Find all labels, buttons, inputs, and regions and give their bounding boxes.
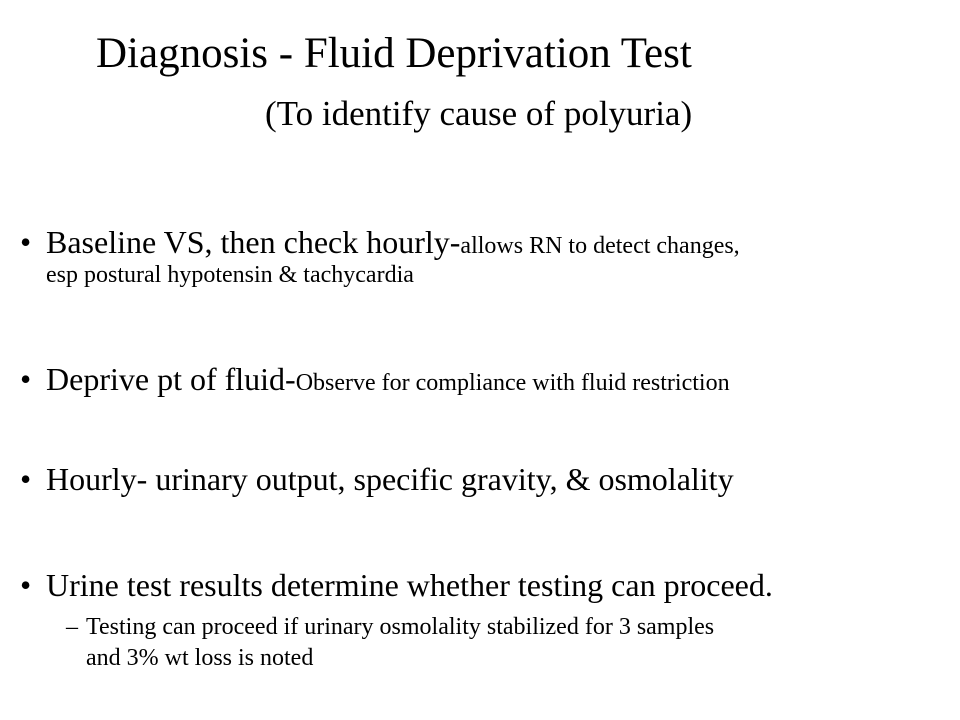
bullet-text: Hourly- urinary output, specific gravity, & osmolality — [46, 461, 734, 497]
bullet-note: Observe for compliance with fluid restriction — [295, 370, 730, 396]
sub-bullet-text: Testing can proceed if urinary osmolality stabilized for 3 samples — [86, 614, 715, 640]
bullet-text: Deprive pt of fluid- — [46, 361, 296, 397]
bullet-marker: • — [20, 361, 32, 397]
bullet-item-4 — [20, 565, 950, 605]
bullet-marker: • — [20, 224, 32, 260]
bullet-item-3 — [20, 459, 950, 499]
bullet-marker: • — [20, 461, 32, 497]
bullet-text: Urine test results determine whether testing can proceed. — [46, 567, 773, 603]
slide-title: Diagnosis - Fluid Deprivation Test — [96, 30, 692, 77]
bullet-note: allows RN to detect changes, — [460, 233, 740, 259]
sub-bullet-marker: – — [66, 614, 78, 640]
bullet-marker: • — [20, 567, 32, 603]
bullet-text: Baseline VS, then check hourly- — [46, 224, 461, 260]
bullet-item-1 — [20, 222, 950, 290]
slide-subtitle: (To identify cause of polyuria) — [265, 94, 693, 133]
bullet-item-2 — [20, 359, 950, 403]
bullet-continuation: esp postural hypotensin & tachycardia — [46, 262, 414, 288]
sub-bullet-continuation: and 3% wt loss is noted — [86, 645, 314, 671]
sub-bullet-item — [66, 612, 956, 674]
